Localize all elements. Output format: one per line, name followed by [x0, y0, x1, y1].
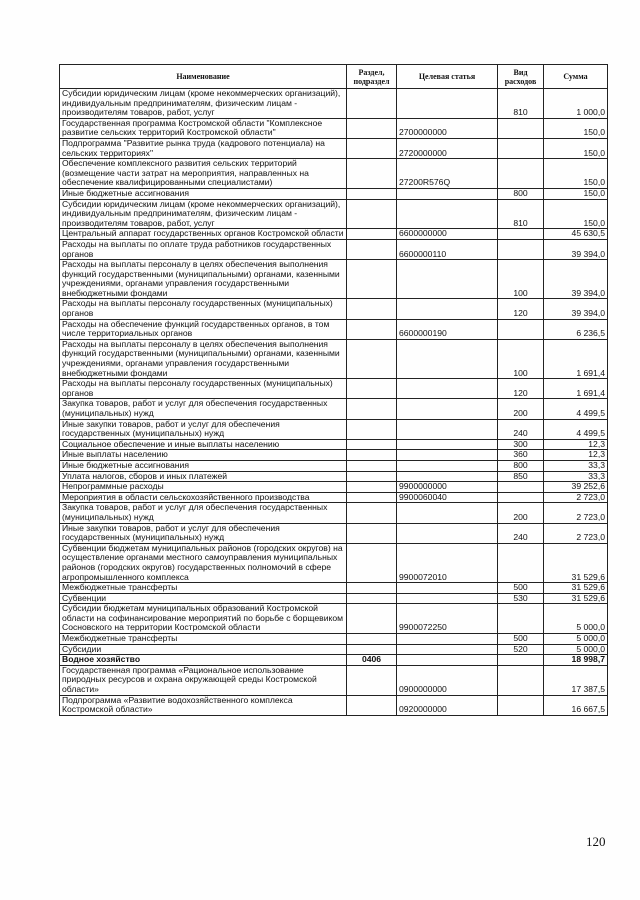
cell-sum: 17 387,5	[544, 665, 608, 695]
cell-kind: 520	[498, 644, 544, 655]
cell-name: Иные закупки товаров, работ и услуг для обеспечения государственных (муниципальных) нужд	[60, 523, 347, 543]
table-row	[60, 543, 608, 582]
cell-article: 27200R576Q	[397, 159, 498, 189]
cell-section	[347, 188, 397, 199]
cell-section	[347, 450, 397, 461]
table-row	[60, 604, 608, 634]
cell-name: Закупка товаров, работ и услуг для обеспечения государственных (муниципальных) нужд	[60, 399, 347, 419]
cell-section	[347, 319, 397, 339]
cell-section	[347, 379, 397, 399]
cell-article	[397, 89, 498, 119]
cell-name: Непрограммные расходы	[60, 482, 347, 493]
cell-sum: 18 998,7	[544, 655, 608, 666]
cell-section	[347, 399, 397, 419]
cell-name: Субсидии	[60, 644, 347, 655]
cell-section	[347, 339, 397, 378]
cell-sum: 2 723,0	[544, 492, 608, 503]
header-row	[60, 65, 608, 89]
cell-name: Субвенции бюджетам муниципальных районов (городских округов) на осуществление органами местного самоуправления муниципальных районов (городских округов) государственных полномочий в сфере агропромышленного комплекса	[60, 543, 347, 582]
cell-name: Центральный аппарат государственных органов Костромской области	[60, 229, 347, 240]
cell-sum: 6 236,5	[544, 319, 608, 339]
cell-article: 9900072010	[397, 543, 498, 582]
cell-name: Межбюджетные трансферты	[60, 583, 347, 594]
cell-sum: 31 529,6	[544, 543, 608, 582]
cell-name: Государственная программа Костромской области "Комплексное развитие сельских территорий Костромской области"	[60, 118, 347, 138]
cell-section	[347, 665, 397, 695]
cell-kind: 530	[498, 593, 544, 604]
cell-sum: 150,0	[544, 138, 608, 158]
cell-sum: 39 394,0	[544, 260, 608, 299]
cell-article	[397, 583, 498, 594]
cell-name: Уплата налогов, сборов и иных платежей	[60, 471, 347, 482]
cell-name: Расходы на выплаты персоналу в целях обеспечения выполнения функций государственными (муниципальными) органами, казенными учреждениями, органами управления государственными внебюджетными фондами	[60, 260, 347, 299]
table-row	[60, 503, 608, 523]
cell-section	[347, 634, 397, 645]
cell-section	[347, 460, 397, 471]
cell-kind: 100	[498, 339, 544, 378]
cell-name: Закупка товаров, работ и услуг для обеспечения государственных (муниципальных) нужд	[60, 503, 347, 523]
cell-name: Субвенции	[60, 593, 347, 604]
cell-sum: 31 529,6	[544, 583, 608, 594]
table-row	[60, 399, 608, 419]
cell-article	[397, 299, 498, 319]
cell-kind: 200	[498, 503, 544, 523]
cell-section	[347, 159, 397, 189]
cell-name: Расходы на выплаты по оплате труда работников государственных органов	[60, 239, 347, 259]
cell-sum: 150,0	[544, 118, 608, 138]
cell-kind: 500	[498, 583, 544, 594]
cell-kind	[498, 492, 544, 503]
cell-article: 2700000000	[397, 118, 498, 138]
cell-sum: 39 394,0	[544, 299, 608, 319]
cell-sum: 39 252,6	[544, 482, 608, 493]
table-row	[60, 89, 608, 119]
cell-sum: 16 667,5	[544, 695, 608, 715]
header-section: Раздел, подраздел	[347, 65, 397, 89]
cell-kind	[498, 118, 544, 138]
cell-sum: 4 499,5	[544, 399, 608, 419]
cell-kind: 240	[498, 523, 544, 543]
cell-kind: 500	[498, 634, 544, 645]
table-row	[60, 634, 608, 645]
cell-section	[347, 260, 397, 299]
cell-sum: 12,3	[544, 450, 608, 461]
cell-section	[347, 118, 397, 138]
table-row	[60, 482, 608, 493]
table-row	[60, 593, 608, 604]
cell-sum: 2 723,0	[544, 503, 608, 523]
cell-kind: 120	[498, 299, 544, 319]
table-row	[60, 460, 608, 471]
cell-article: 0920000000	[397, 695, 498, 715]
cell-kind	[498, 695, 544, 715]
cell-article	[397, 644, 498, 655]
cell-kind	[498, 239, 544, 259]
cell-article: 9900060040	[397, 492, 498, 503]
cell-sum: 5 000,0	[544, 634, 608, 645]
table-row	[60, 199, 608, 229]
cell-article	[397, 379, 498, 399]
cell-section	[347, 239, 397, 259]
cell-kind: 300	[498, 439, 544, 450]
cell-name: Государственная программа «Рациональное использование природных ресурсов и охрана окружающей среды Костромской области»	[60, 665, 347, 695]
cell-sum: 31 529,6	[544, 593, 608, 604]
cell-section	[347, 89, 397, 119]
cell-article	[397, 399, 498, 419]
table-row	[60, 523, 608, 543]
cell-article	[397, 460, 498, 471]
cell-sum: 39 394,0	[544, 239, 608, 259]
cell-sum: 1 691,4	[544, 339, 608, 378]
table-row	[60, 229, 608, 240]
table-row	[60, 419, 608, 439]
cell-name: Иные закупки товаров, работ и услуг для обеспечения государственных (муниципальных) нужд	[60, 419, 347, 439]
cell-sum: 1 000,0	[544, 89, 608, 119]
cell-name: Расходы на выплаты персоналу в целях обеспечения выполнения функций государственными (муниципальными) органами, казенными учреждениями, органами управления государственными внебюджетными фондами	[60, 339, 347, 378]
cell-kind: 800	[498, 460, 544, 471]
table-row	[60, 644, 608, 655]
cell-article	[397, 471, 498, 482]
cell-section	[347, 482, 397, 493]
cell-name: Подпрограмма "Развитие рынка труда (кадрового потенциала) на сельских территориях"	[60, 138, 347, 158]
cell-sum: 5 000,0	[544, 604, 608, 634]
cell-section	[347, 492, 397, 503]
cell-article: 9900000000	[397, 482, 498, 493]
cell-section	[347, 471, 397, 482]
cell-sum: 150,0	[544, 199, 608, 229]
table-row	[60, 138, 608, 158]
cell-kind: 240	[498, 419, 544, 439]
cell-section: 0406	[347, 655, 397, 666]
cell-article	[397, 419, 498, 439]
table-row	[60, 583, 608, 594]
table-row	[60, 450, 608, 461]
cell-sum: 150,0	[544, 159, 608, 189]
cell-kind: 360	[498, 450, 544, 461]
cell-article	[397, 260, 498, 299]
cell-section	[347, 419, 397, 439]
cell-name: Иные бюджетные ассигнования	[60, 460, 347, 471]
table-row	[60, 239, 608, 259]
cell-name: Подпрограмма «Развитие водохозяйственного комплекса Костромской области»	[60, 695, 347, 715]
cell-section	[347, 439, 397, 450]
cell-sum: 12,3	[544, 439, 608, 450]
table-body	[60, 89, 608, 716]
cell-name: Расходы на выплаты персоналу государственных (муниципальных) органов	[60, 299, 347, 319]
cell-kind: 200	[498, 399, 544, 419]
cell-name: Расходы на обеспечение функций государственных органов, в том числе территориальных органов	[60, 319, 347, 339]
cell-kind: 120	[498, 379, 544, 399]
cell-name: Субсидии юридическим лицам (кроме некоммерческих организаций), индивидуальным предпринимателям, физическим лицам - производителям товаров, работ, услуг	[60, 199, 347, 229]
cell-article: 2720000000	[397, 138, 498, 158]
cell-name: Обеспечение комплексного развития сельских территорий (возмещение части затрат на мероприятия, направленных на обеспечение квалифицированными специалистами)	[60, 159, 347, 189]
cell-name: Иные выплаты населению	[60, 450, 347, 461]
table-row	[60, 188, 608, 199]
cell-article: 6600000000	[397, 229, 498, 240]
table-row	[60, 118, 608, 138]
table-row	[60, 379, 608, 399]
header-sum: Сумма	[544, 65, 608, 89]
cell-name: Расходы на выплаты персоналу государственных (муниципальных) органов	[60, 379, 347, 399]
cell-article	[397, 593, 498, 604]
cell-kind	[498, 604, 544, 634]
cell-kind	[498, 138, 544, 158]
cell-section	[347, 583, 397, 594]
cell-name: Социальное обеспечение и иные выплаты населению	[60, 439, 347, 450]
cell-article	[397, 199, 498, 229]
cell-section	[347, 695, 397, 715]
cell-sum: 33,3	[544, 471, 608, 482]
cell-article	[397, 523, 498, 543]
table-row	[60, 339, 608, 378]
cell-name: Иные бюджетные ассигнования	[60, 188, 347, 199]
cell-kind: 810	[498, 89, 544, 119]
cell-sum: 33,3	[544, 460, 608, 471]
cell-kind	[498, 482, 544, 493]
cell-sum: 150,0	[544, 188, 608, 199]
cell-kind	[498, 319, 544, 339]
cell-name: Водное хозяйство	[60, 655, 347, 666]
cell-sum: 5 000,0	[544, 644, 608, 655]
cell-name: Субсидии юридическим лицам (кроме некоммерческих организаций), индивидуальным предпринимателям, физическим лицам - производителям товаров, работ, услуг	[60, 89, 347, 119]
cell-sum: 4 499,5	[544, 419, 608, 439]
cell-name: Мероприятия в области сельскохозяйственного производства	[60, 492, 347, 503]
cell-article: 9900072250	[397, 604, 498, 634]
budget-table	[59, 64, 608, 716]
table-row	[60, 260, 608, 299]
header-name: Наименование	[60, 65, 347, 89]
cell-section	[347, 543, 397, 582]
cell-article: 6600000190	[397, 319, 498, 339]
table-row	[60, 695, 608, 715]
cell-article	[397, 503, 498, 523]
cell-section	[347, 229, 397, 240]
cell-article: 0900000000	[397, 665, 498, 695]
cell-section	[347, 523, 397, 543]
cell-kind: 100	[498, 260, 544, 299]
cell-section	[347, 299, 397, 319]
cell-article: 6600000110	[397, 239, 498, 259]
table-row	[60, 471, 608, 482]
cell-section	[347, 138, 397, 158]
cell-section	[347, 503, 397, 523]
table-row	[60, 655, 608, 666]
cell-section	[347, 604, 397, 634]
cell-section	[347, 199, 397, 229]
header-kind: Вид расходов	[498, 65, 544, 89]
cell-section	[347, 593, 397, 604]
table-row	[60, 299, 608, 319]
cell-kind: 800	[498, 188, 544, 199]
table-row	[60, 159, 608, 189]
table-row	[60, 665, 608, 695]
cell-name: Межбюджетные трансферты	[60, 634, 347, 645]
table-row	[60, 439, 608, 450]
cell-kind	[498, 159, 544, 189]
cell-kind	[498, 655, 544, 666]
cell-article	[397, 188, 498, 199]
table-header	[60, 65, 608, 89]
cell-kind: 850	[498, 471, 544, 482]
cell-kind	[498, 229, 544, 240]
cell-section	[347, 644, 397, 655]
header-article: Целевая статья	[397, 65, 498, 89]
page-number: 120	[586, 834, 606, 849]
cell-article	[397, 655, 498, 666]
table-row	[60, 492, 608, 503]
cell-article	[397, 450, 498, 461]
cell-sum: 2 723,0	[544, 523, 608, 543]
cell-sum: 45 630,5	[544, 229, 608, 240]
cell-article	[397, 439, 498, 450]
cell-kind	[498, 543, 544, 582]
table-row	[60, 319, 608, 339]
cell-kind	[498, 665, 544, 695]
cell-article	[397, 339, 498, 378]
cell-kind: 810	[498, 199, 544, 229]
cell-article	[397, 634, 498, 645]
cell-sum: 1 691,4	[544, 379, 608, 399]
cell-name: Субсидии бюджетам муниципальных образований Костромской области на софинансирование мероприятий по борьбе с борщевиком Сосновского на территории Костромской области	[60, 604, 347, 634]
